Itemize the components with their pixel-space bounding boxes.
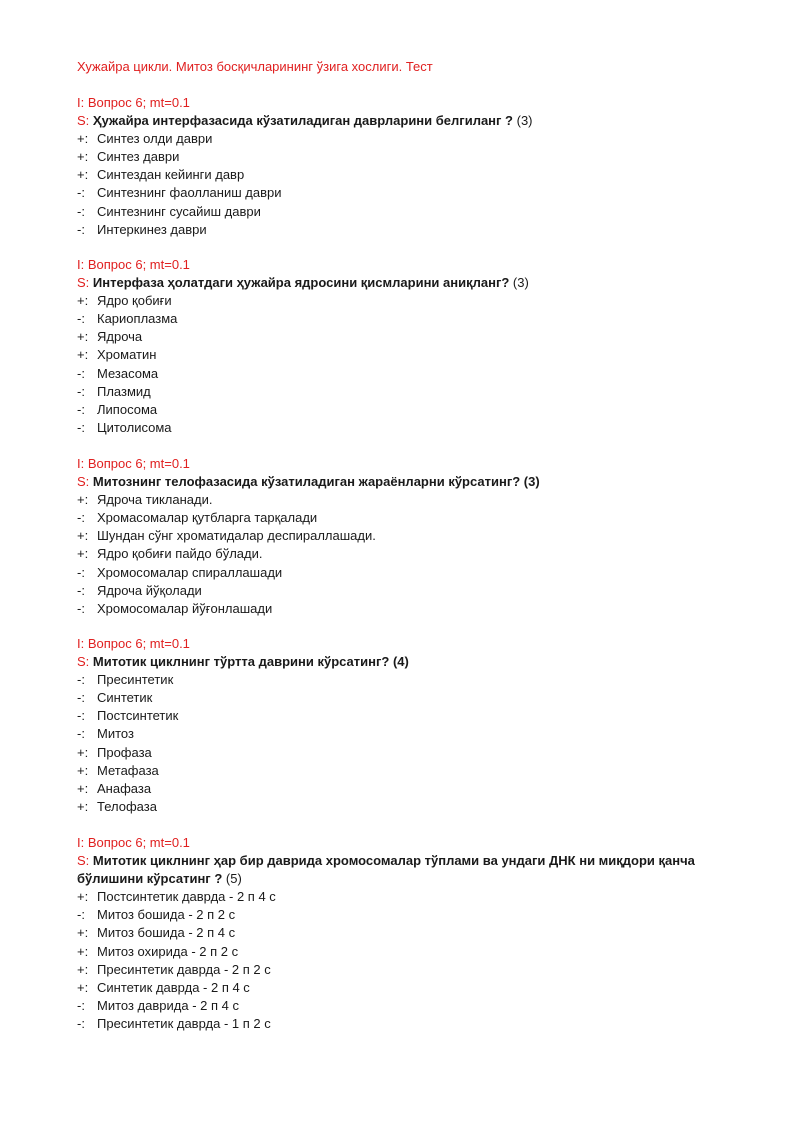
option-mark: -: (77, 401, 85, 417)
question-block (77, 635, 737, 816)
answer-option (77, 997, 737, 1015)
option-text: Кариоплазма (97, 311, 178, 327)
question-text: Митотик циклнинг тўртта даврини кўрсатинг? (4) (92, 654, 409, 670)
s-tag: S: (77, 474, 90, 490)
option-text: Митоз охирида - 2 п 2 с (97, 943, 239, 959)
question-text: Митознинг телофазасида кўзатиладиган жараёнларни кўрсатинг? (3) (92, 474, 540, 490)
option-text: Анафаза (97, 780, 152, 796)
answer-count: (3) (513, 113, 533, 129)
option-text: Синтез даври (97, 149, 180, 165)
question-text: Ҳужайра интерфазасида кўзатиладиган даврларини белгиланг ? (92, 113, 513, 129)
option-mark: +: (77, 925, 89, 941)
option-mark: +: (77, 293, 89, 309)
option-mark: +: (77, 167, 89, 183)
option-text: Хромосомалар йўғонлашади (97, 600, 273, 616)
option-mark: +: (77, 131, 89, 147)
option-text: Митоз бошида - 2 п 4 с (97, 925, 236, 941)
answer-option (77, 744, 737, 762)
option-text: Ядро қобиғи (97, 293, 172, 309)
option-text: Ядроча йўқолади (97, 582, 202, 598)
answer-option (77, 509, 737, 527)
option-text: Шундан сўнг хроматидалар деспираллашади. (97, 528, 376, 544)
answer-option (77, 582, 737, 600)
option-text: Постсинтетик (97, 708, 179, 724)
answer-option (77, 725, 737, 743)
option-text: Ядроча (97, 329, 143, 345)
answer-count: (5) (222, 871, 242, 887)
option-text: Цитолисома (97, 419, 172, 435)
s-tag: S: (77, 853, 90, 869)
s-tag: S: (77, 275, 90, 291)
question-block (77, 455, 737, 618)
option-text: Профаза (97, 744, 152, 760)
option-mark: -: (77, 221, 85, 237)
option-text: Синтезнинг сусайиш даври (97, 203, 261, 219)
option-mark: +: (77, 546, 89, 562)
option-text: Митоз даврида - 2 п 4 с (97, 997, 239, 1013)
option-text: Митоз бошида - 2 п 2 с (97, 907, 236, 923)
answer-option (77, 689, 737, 707)
question-stem (77, 653, 737, 671)
option-text: Хромасомалар қутбларга тарқалади (97, 510, 318, 526)
answer-option (77, 221, 737, 239)
question-meta: I: Вопрос 6; mt=0.1 (77, 257, 190, 272)
answer-option (77, 130, 737, 148)
option-mark: +: (77, 889, 89, 905)
answer-option (77, 798, 737, 816)
answer-option (77, 365, 737, 383)
option-mark: -: (77, 726, 85, 742)
option-mark: +: (77, 943, 89, 959)
option-mark: -: (77, 510, 85, 526)
answer-option (77, 943, 737, 961)
answer-option (77, 527, 737, 545)
option-mark: +: (77, 149, 89, 165)
option-text: Синтез олди даври (97, 131, 213, 147)
option-mark: -: (77, 203, 85, 219)
option-mark: +: (77, 492, 89, 508)
answer-option (77, 671, 737, 689)
option-text: Ядроча тикланади. (97, 492, 213, 508)
option-text: Липосома (97, 401, 158, 417)
question-meta: I: Вопрос 6; mt=0.1 (77, 456, 190, 471)
option-text: Митоз (97, 726, 134, 742)
option-mark: -: (77, 365, 85, 381)
answer-option (77, 545, 737, 563)
option-text: Хроматин (97, 347, 157, 363)
option-mark: -: (77, 708, 85, 724)
question-stem (77, 473, 737, 491)
option-mark: -: (77, 907, 85, 923)
question-stem (77, 112, 737, 130)
answer-option (77, 310, 737, 328)
answer-option (77, 888, 737, 906)
question-stem (77, 852, 717, 888)
document-title: Хужайра цикли. Митоз босқичларининг ўзига хослиги. Тест (77, 59, 433, 74)
option-text: Хромосомалар спираллашади (97, 564, 283, 580)
answer-option (77, 166, 737, 184)
answer-option (77, 383, 737, 401)
option-mark: -: (77, 419, 85, 435)
answer-option (77, 961, 737, 979)
answer-option (77, 346, 737, 364)
answer-option (77, 707, 737, 725)
question-meta: I: Вопрос 6; mt=0.1 (77, 95, 190, 110)
option-text: Телофаза (97, 798, 157, 814)
answer-option (77, 419, 737, 437)
option-text: Ядро қобиғи пайдо бўлади. (97, 546, 263, 562)
option-text: Синтездан кейинги давр (97, 167, 245, 183)
question-text: Интерфаза ҳолатдаги ҳужайра ядросини қисмларини аниқланг? (92, 275, 510, 291)
answer-option (77, 979, 737, 997)
answer-option (77, 780, 737, 798)
answer-option (77, 292, 737, 310)
question-block (77, 256, 737, 437)
answer-option (77, 924, 737, 942)
option-mark: -: (77, 672, 85, 688)
option-mark: -: (77, 383, 85, 399)
option-text: Синтетик (97, 690, 153, 706)
question-block (77, 94, 737, 239)
option-mark: +: (77, 347, 89, 363)
option-mark: +: (77, 528, 89, 544)
option-text: Пресинтетик даврда - 1 п 2 с (97, 1015, 271, 1031)
answer-option (77, 148, 737, 166)
option-text: Мезасома (97, 365, 159, 381)
option-mark: -: (77, 311, 85, 327)
option-text: Синтезнинг фаолланиш даври (97, 185, 282, 201)
question-meta: I: Вопрос 6; mt=0.1 (77, 835, 190, 850)
option-mark: +: (77, 762, 89, 778)
option-mark: -: (77, 582, 85, 598)
option-text: Постсинтетик даврда - 2 п 4 с (97, 889, 276, 905)
option-mark: -: (77, 1015, 85, 1031)
answer-option (77, 401, 737, 419)
question-block (77, 834, 737, 1033)
answer-option (77, 328, 737, 346)
option-mark: -: (77, 997, 85, 1013)
answer-option (77, 491, 737, 509)
option-mark: +: (77, 744, 89, 760)
option-mark: +: (77, 961, 89, 977)
option-mark: +: (77, 329, 89, 345)
answer-option (77, 762, 737, 780)
answer-option (77, 600, 737, 618)
option-mark: +: (77, 979, 89, 995)
option-text: Пресинтетик даврда - 2 п 2 с (97, 961, 271, 977)
question-text: Митотик циклнинг ҳар бир даврида хромосомалар тўплами ва ундаги ДНК ни миқдори қанча бўлишини кўрсатинг ? (77, 853, 695, 887)
option-mark: -: (77, 185, 85, 201)
answer-option (77, 564, 737, 582)
option-text: Синтетик даврда - 2 п 4 с (97, 979, 250, 995)
option-text: Интеркинез даври (97, 221, 207, 237)
option-text: Плазмид (97, 383, 151, 399)
question-stem (77, 274, 737, 292)
answer-option (77, 203, 737, 221)
answer-option (77, 906, 737, 924)
answer-option (77, 1015, 737, 1033)
option-mark: +: (77, 798, 89, 814)
answer-count: (3) (509, 275, 529, 291)
option-text: Метафаза (97, 762, 159, 778)
option-mark: -: (77, 564, 85, 580)
option-mark: -: (77, 690, 85, 706)
answer-option (77, 184, 737, 202)
option-mark: -: (77, 600, 85, 616)
question-meta: I: Вопрос 6; mt=0.1 (77, 636, 190, 651)
option-mark: +: (77, 780, 89, 796)
s-tag: S: (77, 654, 90, 670)
option-text: Пресинтетик (97, 672, 174, 688)
s-tag: S: (77, 113, 90, 129)
